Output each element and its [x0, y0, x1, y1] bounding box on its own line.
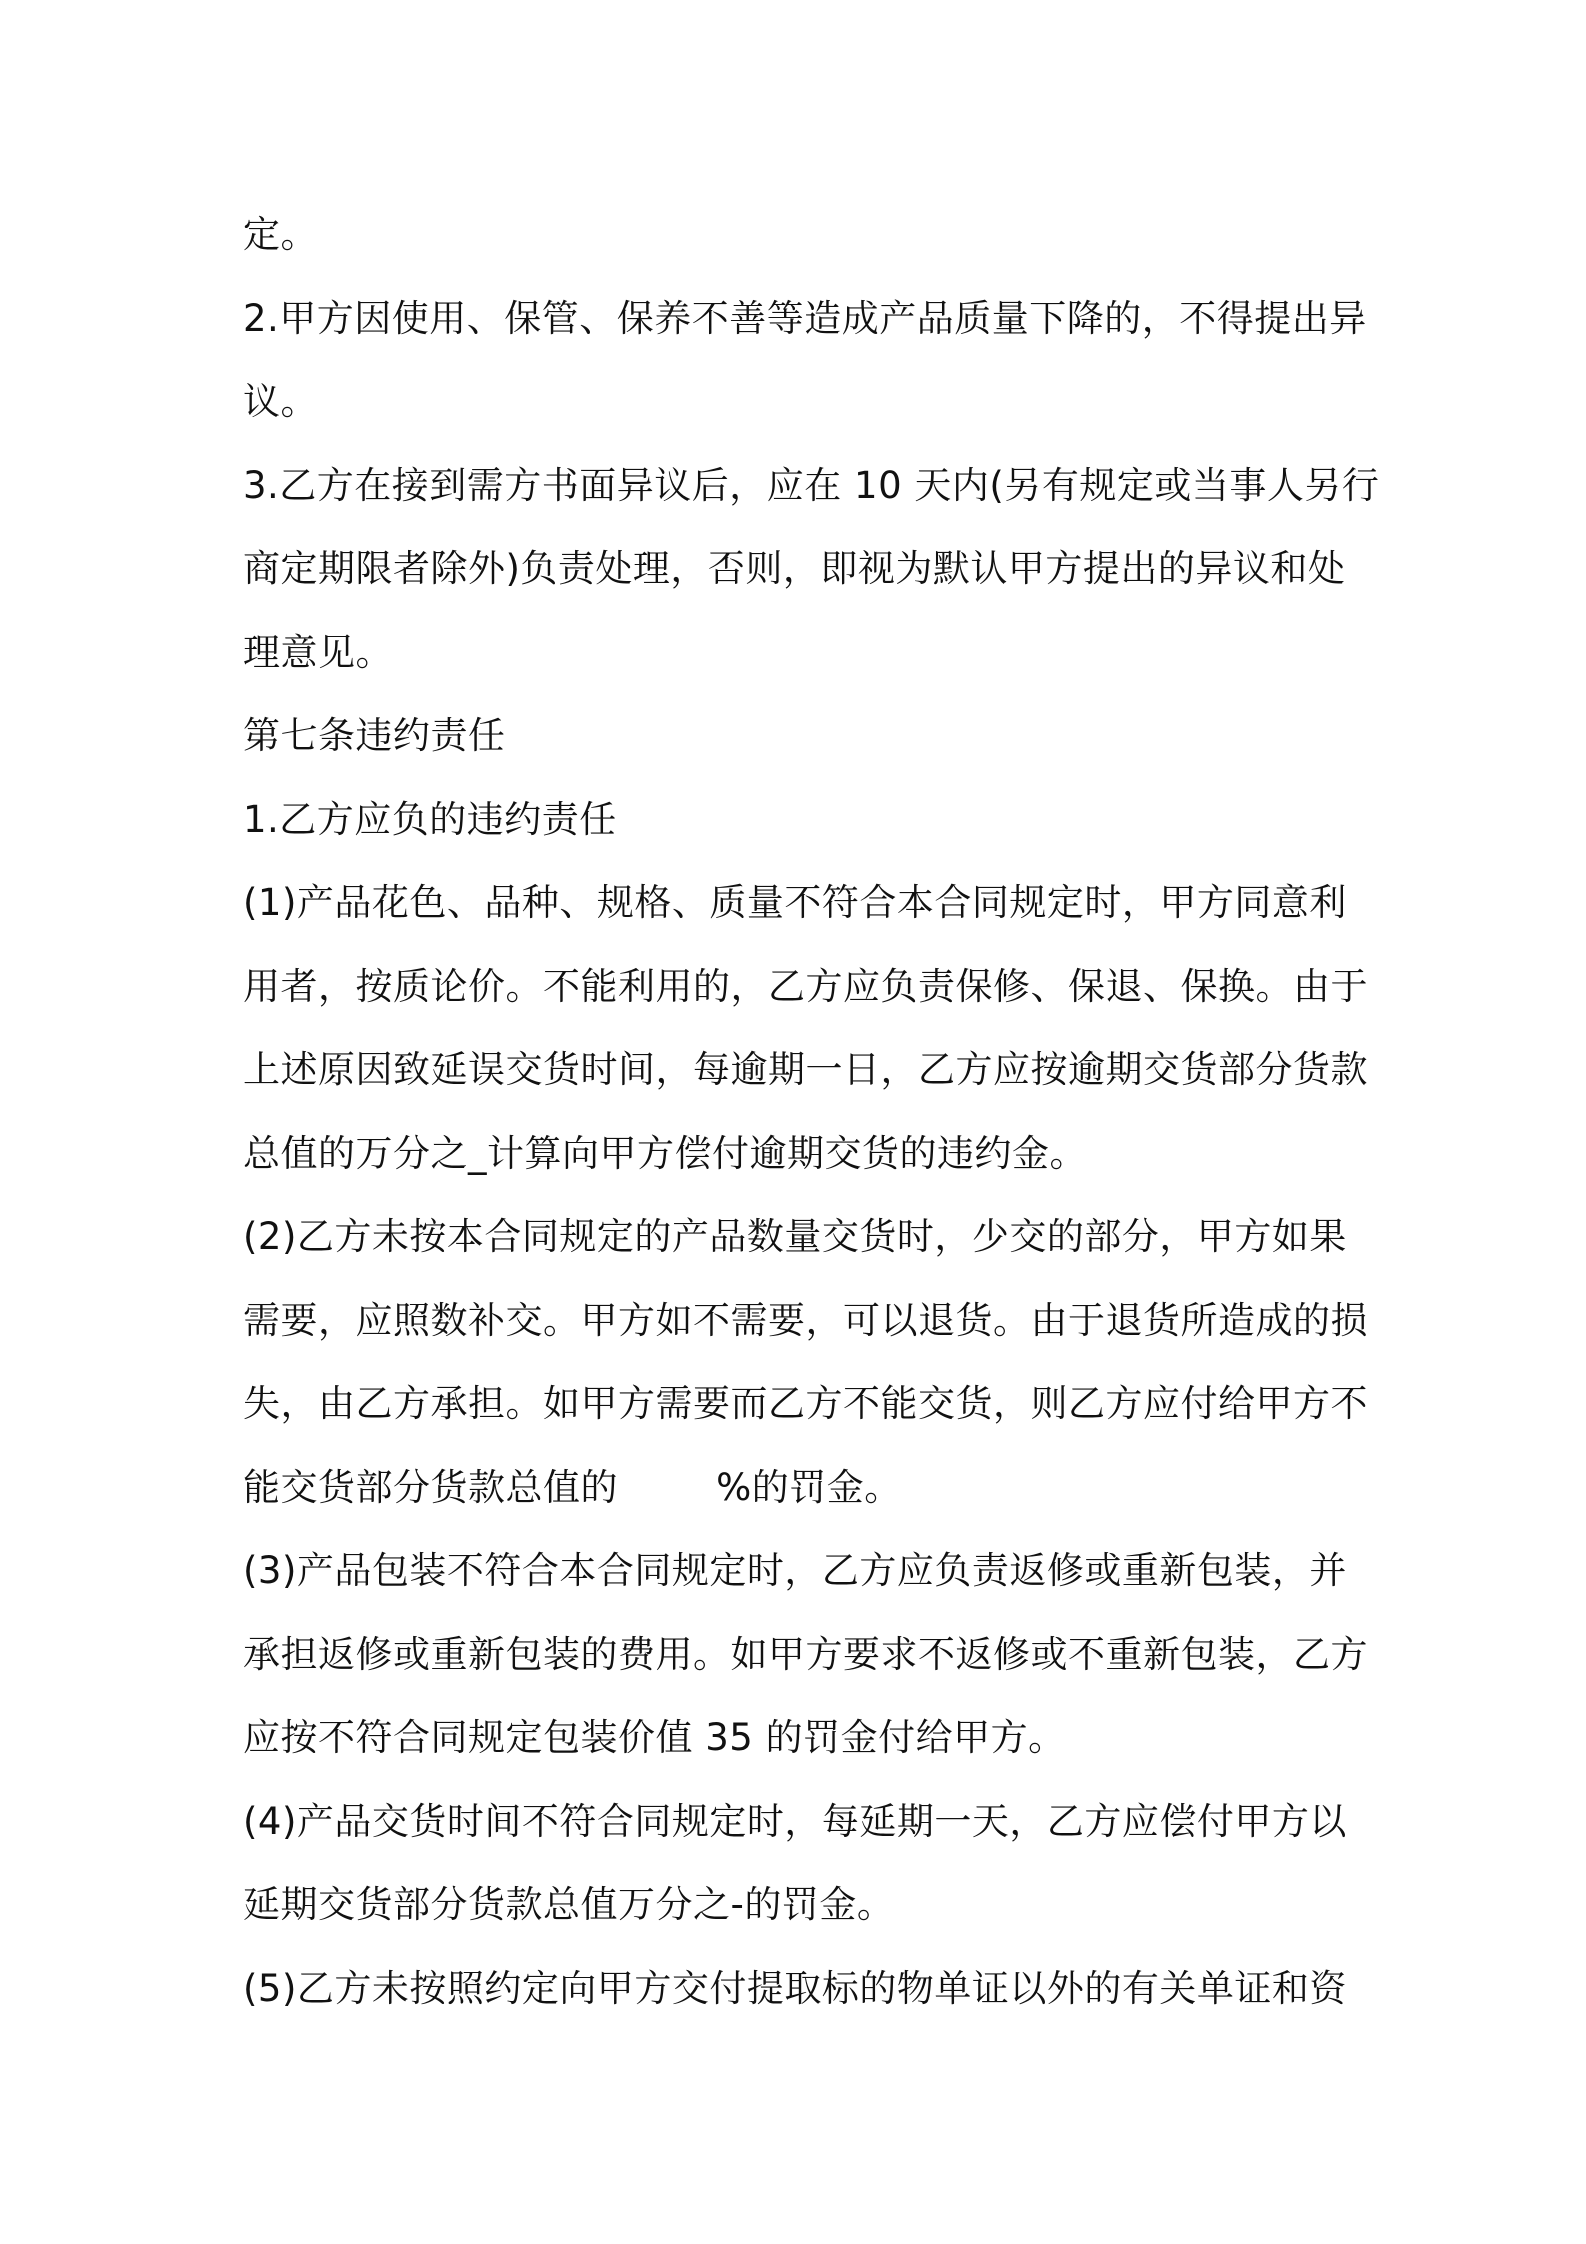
text-line: (1)产品花色、品种、规格、质量不符合本合同规定时，甲方同意利: [243, 881, 1347, 924]
text-line: 定。: [243, 213, 318, 256]
text-line: 应按不符合同规定包装价值 35 的罚金付给甲方。: [243, 1716, 1066, 1759]
text-line: 上述原因致延误交货时间，每逾期一日，乙方应按逾期交货部分货款: [243, 1048, 1368, 1091]
text-line: 需要，应照数补交。甲方如不需要，可以退货。由于退货所造成的损: [243, 1298, 1368, 1342]
text-line: 延期交货部分货款总值万分之-的罚金。: [243, 1883, 895, 1926]
text-line: (3)产品包装不符合本合同规定时，乙方应负责返修或重新包装，并: [243, 1549, 1347, 1592]
section-heading: 第七条违约责任: [243, 714, 506, 757]
text-line: 理意见。: [243, 630, 393, 674]
text-line: 用者，按质论价。不能利用的，乙方应负责保修、保退、保换。由于: [243, 964, 1368, 1008]
text-line: 能交货部分货款总值的 %的罚金。: [243, 1465, 902, 1509]
document-body: [243, 193, 1380, 2030]
text-line: 承担返修或重新包装的费用。如甲方要求不返修或不重新包装，乙方: [243, 1632, 1368, 1676]
text-line: 3.乙方在接到需方书面异议后，应在 10 天内(另有规定或当事人另行: [243, 463, 1380, 507]
subsection-heading: 1.乙方应负的违约责任: [243, 797, 617, 841]
text-line: (2)乙方未按本合同规定的产品数量交货时，少交的部分，甲方如果: [243, 1215, 1347, 1258]
text-line: (5)乙方未按照约定向甲方交付提取标的物单证以外的有关单证和资: [243, 1966, 1347, 2010]
text-line: 总值的万分之_计算向甲方偿付逾期交货的违约金。: [243, 1131, 1087, 1175]
text-line: (4)产品交货时间不符合同规定时，每延期一天，乙方应偿付甲方以: [243, 1799, 1347, 1843]
text-line: 议。: [243, 380, 318, 423]
text-line: 商定期限者除外)负责处理，否则，即视为默认甲方提出的异议和处: [243, 547, 1346, 590]
text-line: 2.甲方因使用、保管、保养不善等造成产品质量下降的，不得提出异: [243, 296, 1367, 340]
text-line: 失，由乙方承担。如甲方需要而乙方不能交货，则乙方应付给甲方不: [243, 1382, 1368, 1425]
